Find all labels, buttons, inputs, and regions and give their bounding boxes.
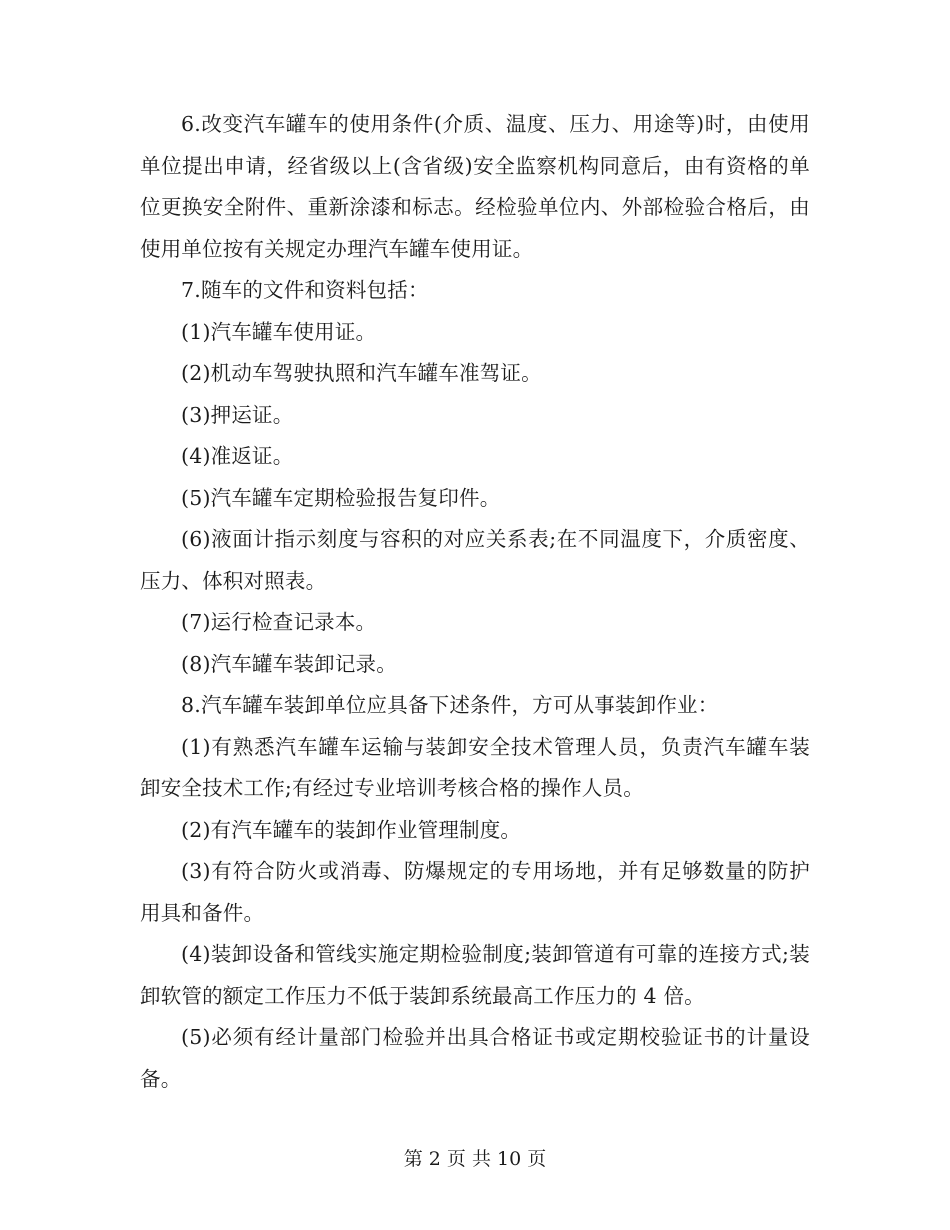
paragraph-subitem-7-5: (5)汽车罐车定期检验报告复印件。 (181, 485, 501, 510)
paragraph-subitem-8-1: (1)有熟悉汽车罐车运输与装卸安全技术管理人员，负责汽车罐车装卸安全技术工作;有经过专业培训考核合格的操作人员。 (140, 734, 810, 800)
document-body (140, 104, 810, 1100)
paragraph-item-8: 8.汽车罐车装卸单位应具备下述条件，方可从事装卸作业： (181, 693, 719, 717)
paragraph-subitem-7-7: (7)运行检查记录本。 (181, 610, 377, 634)
paragraph-item-6: 6.改变汽车罐车的使用条件(介质、温度、压力、用途等)时，由使用单位提出申请，经省级以上(含省级)安全监察机构同意后，由有资格的单位更换安全附件、重新涂漆和标志。经检验单位内、外部检验合格后，由使用单位按有关规定办理汽车罐车使用证。 (140, 112, 810, 261)
paragraph-subitem-7-4: (4)准返证。 (181, 444, 294, 468)
paragraph-subitem-7-6: (6)液面计指示刻度与容积的对应关系表;在不同温度下，介质密度、压力、体积对照表。 (140, 527, 810, 593)
paragraph-subitem-7-2: (2)机动车驾驶执照和汽车罐车准驾证。 (181, 361, 542, 385)
paragraph-subitem-7-3: (3)押运证。 (181, 402, 294, 427)
paragraph-subitem-8-4: (4)装卸设备和管线实施定期检验制度;装卸管道有可靠的连接方式;装卸软管的额定工作压力不低于装卸系统最高工作压力的 4 倍。 (140, 942, 810, 1008)
paragraph-subitem-8-3: (3)有符合防火或消毒、防爆规定的专用场地，并有足够数量的防护用具和备件。 (140, 859, 810, 925)
page-number-footer: 第 2 页 共 10 页 (403, 1148, 547, 1170)
paragraph-subitem-8-2: (2)有汽车罐车的装卸作业管理制度。 (181, 817, 522, 842)
paragraph-subitem-7-8: (8)汽车罐车装卸记录。 (181, 651, 397, 676)
paragraph-subitem-8-5: (5)必须有经计量部门检验并出具合格证书或定期校验证书的计量设备。 (140, 1025, 810, 1091)
paragraph-subitem-7-1: (1)汽车罐车使用证。 (181, 319, 377, 344)
paragraph-item-7: 7.随车的文件和资料包括： (181, 278, 429, 302)
